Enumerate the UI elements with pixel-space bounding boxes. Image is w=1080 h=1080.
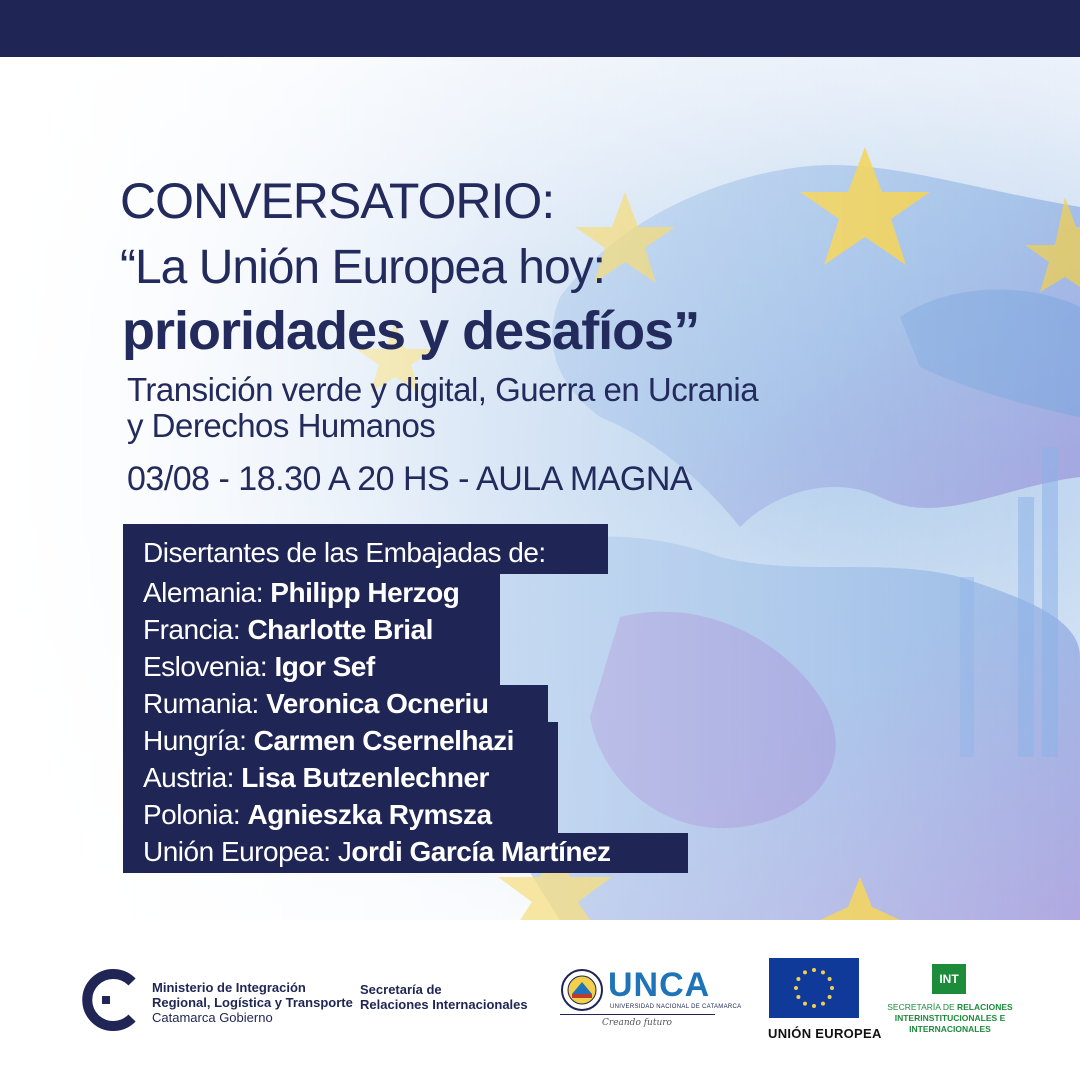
- speaker-row: [123, 685, 548, 722]
- unca-tagline: Creando futuro: [602, 1018, 672, 1028]
- unca-fullname: UNIVERSIDAD NACIONAL DE CATAMARCA: [610, 1004, 742, 1010]
- int-line1-bold: RELACIONES: [957, 1002, 1013, 1012]
- event-title-line1: “La Unión Europea hoy:: [120, 241, 605, 294]
- eu-label: UNIÓN EUROPEA: [768, 1026, 882, 1041]
- speaker-name: Carmen Csernelhazi: [253, 725, 514, 756]
- event-kicker: CONVERSATORIO:: [120, 173, 555, 229]
- speaker-row: [123, 574, 500, 611]
- speaker-row: [123, 833, 688, 873]
- speaker-country: Hungría:: [143, 725, 254, 756]
- event-datetime: 03/08 - 18.30 A 20 HS - AULA MAGNA: [127, 460, 693, 498]
- event-subtitle-line2: y Derechos Humanos: [127, 407, 436, 444]
- unca-divider: [560, 1014, 715, 1015]
- speaker-country: Austria:: [143, 762, 242, 793]
- speaker-row: [123, 648, 500, 685]
- event-title-line2: prioridades y desafíos”: [122, 301, 700, 361]
- speaker-name: Igor Sef: [274, 651, 375, 682]
- speaker-country: Eslovenia:: [143, 651, 275, 682]
- ministerio-line1: Ministerio de Integración: [152, 980, 306, 995]
- footer-logos: [0, 920, 1080, 1080]
- secretaria-line2: Relaciones Internacionales: [360, 997, 528, 1012]
- speaker-country: Francia:: [143, 614, 248, 645]
- secretaria-line1: Secretaría de: [360, 982, 442, 997]
- int-name: [880, 1002, 1020, 1035]
- int-line2: INTERINSTITUCIONALES E: [894, 1013, 1006, 1023]
- unca-logo: [560, 966, 742, 1036]
- ministerio-line3: Catamarca Gobierno: [152, 1010, 273, 1025]
- event-subtitle: [127, 372, 758, 444]
- speaker-name: Veronica Ocneriu: [266, 688, 489, 719]
- speaker-name: Lisa Butzenlechner: [241, 762, 489, 793]
- speaker-country: Polonia:: [143, 799, 248, 830]
- secretaria-logo: [360, 982, 528, 1012]
- ministerio-name: [152, 980, 353, 1025]
- speaker-country: Alemania:: [143, 577, 271, 608]
- speaker-row: [123, 722, 558, 759]
- eu-logo: [768, 958, 882, 1044]
- speaker-name: Philipp Herzog: [270, 577, 460, 608]
- int-line1: [880, 1002, 1020, 1013]
- int-line1-normal: SECRETARÍA DE: [887, 1002, 957, 1012]
- speaker-country: Unión Europea: J: [143, 836, 352, 867]
- c-emblem-icon: [82, 968, 146, 1032]
- ministerio-line2: Regional, Logística y Transporte: [152, 995, 353, 1010]
- speaker-row: [123, 796, 558, 833]
- unca-seal-icon: [560, 968, 604, 1012]
- event-subtitle-line1: Transición verde y digital, Guerra en Ucrania: [127, 371, 759, 408]
- int-line3: INTERNACIONALES: [909, 1024, 991, 1034]
- speaker-name: ordi García Martínez: [351, 836, 611, 867]
- eu-flag-icon: [769, 958, 859, 1018]
- int-logo: [880, 964, 1020, 1040]
- speaker-row: [123, 611, 500, 648]
- speaker-name: Charlotte Brial: [247, 614, 433, 645]
- ministerio-logo: [82, 968, 352, 1032]
- speakers-heading: Disertantes de las Embajadas de:: [123, 524, 608, 574]
- speaker-name: Agnieszka Rymsza: [247, 799, 492, 830]
- speaker-row: [123, 759, 558, 796]
- speaker-country: Rumania:: [143, 688, 267, 719]
- int-badge: INT: [932, 964, 966, 994]
- unca-wordmark: UNCA: [608, 966, 711, 1004]
